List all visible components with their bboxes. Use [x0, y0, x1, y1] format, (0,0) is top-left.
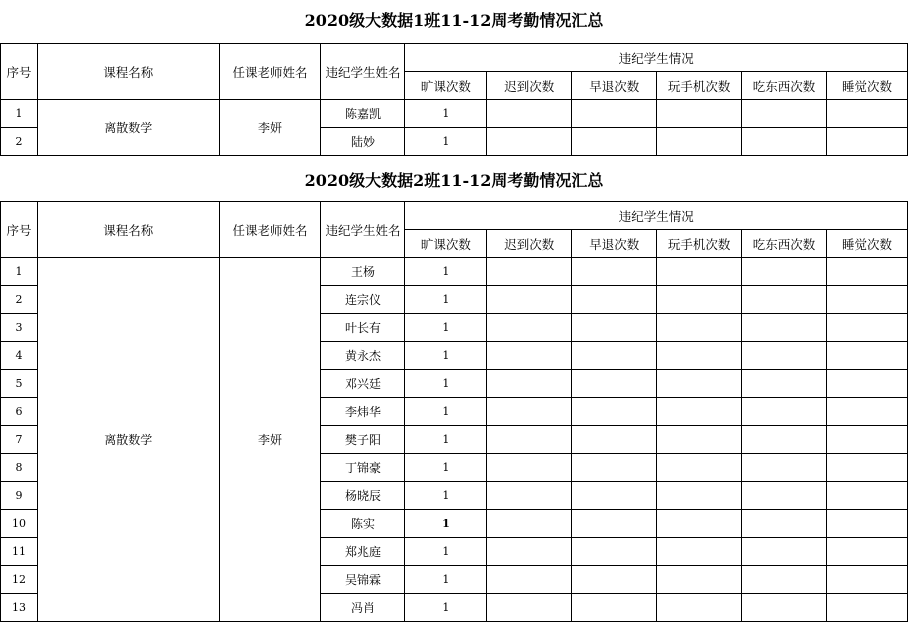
sleeping-count: [827, 510, 908, 538]
phone-count: [657, 566, 742, 594]
absent-count: 1: [405, 258, 487, 286]
phone-count: [657, 100, 742, 128]
teacher-name: 李妍: [219, 258, 321, 622]
class2-title: 2020级大数据2班11-12周考勤情况汇总: [304, 171, 604, 190]
eating-count: [742, 426, 827, 454]
late-count: [487, 566, 572, 594]
phone-count: [657, 426, 742, 454]
header-student: 违纪学生姓名: [321, 202, 405, 258]
absent-count: 1: [405, 482, 487, 510]
header-absent: 旷课次数: [405, 72, 487, 100]
header-course: 课程名称: [37, 202, 219, 258]
absent-count: 1: [405, 566, 487, 594]
eating-count: [742, 286, 827, 314]
early-leave-count: [572, 314, 657, 342]
row-seq: 10: [1, 510, 38, 538]
phone-count: [657, 594, 742, 622]
student-name: 李炜华: [321, 398, 405, 426]
early-leave-count: [572, 594, 657, 622]
absent-count: 1: [405, 510, 487, 538]
late-count: [487, 286, 572, 314]
sleeping-count: [827, 454, 908, 482]
early-leave-count: [572, 370, 657, 398]
late-count: [487, 128, 572, 156]
header-early-leave: 早退次数: [572, 230, 657, 258]
course-name: 离散数学: [37, 258, 219, 622]
student-name: 陈嘉凯: [321, 100, 405, 128]
late-count: [487, 426, 572, 454]
header-course: 课程名称: [37, 44, 219, 100]
header-seq: 序号: [1, 44, 38, 100]
sleeping-count: [827, 398, 908, 426]
eating-count: [742, 314, 827, 342]
absent-count: 1: [405, 286, 487, 314]
eating-count: [742, 128, 827, 156]
student-name: 连宗仪: [321, 286, 405, 314]
sleeping-count: [827, 482, 908, 510]
phone-count: [657, 128, 742, 156]
row-seq: 5: [1, 370, 38, 398]
student-name: 冯肖: [321, 594, 405, 622]
early-leave-count: [572, 454, 657, 482]
header-late: 迟到次数: [487, 230, 572, 258]
late-count: [487, 594, 572, 622]
student-name: 丁锦豪: [321, 454, 405, 482]
course-name: 离散数学: [37, 100, 219, 156]
row-seq: 11: [1, 538, 38, 566]
late-count: [487, 100, 572, 128]
absent-count: 1: [405, 594, 487, 622]
eating-count: [742, 398, 827, 426]
header-sleeping: 睡觉次数: [827, 72, 908, 100]
header-eating: 吃东西次数: [742, 230, 827, 258]
absent-count: 1: [405, 538, 487, 566]
early-leave-count: [572, 398, 657, 426]
early-leave-count: [572, 482, 657, 510]
row-seq: 4: [1, 342, 38, 370]
student-name: 叶长有: [321, 314, 405, 342]
row-seq: 9: [1, 482, 38, 510]
student-name: 陆妙: [321, 128, 405, 156]
sleeping-count: [827, 258, 908, 286]
late-count: [487, 258, 572, 286]
student-name: 黄永杰: [321, 342, 405, 370]
early-leave-count: [572, 258, 657, 286]
sleeping-count: [827, 342, 908, 370]
header-seq: 序号: [1, 202, 38, 258]
absent-count: 1: [405, 398, 487, 426]
header-early-leave: 早退次数: [572, 72, 657, 100]
early-leave-count: [572, 538, 657, 566]
phone-count: [657, 370, 742, 398]
student-name: 樊子阳: [321, 426, 405, 454]
row-seq: 13: [1, 594, 38, 622]
sleeping-count: [827, 128, 908, 156]
absent-count: 1: [405, 128, 487, 156]
eating-count: [742, 258, 827, 286]
student-name: 郑兆庭: [321, 538, 405, 566]
phone-count: [657, 510, 742, 538]
eating-count: [742, 370, 827, 398]
sleeping-count: [827, 370, 908, 398]
teacher-name: 李妍: [219, 100, 321, 156]
absent-count: 1: [405, 100, 487, 128]
row-seq: 7: [1, 426, 38, 454]
absent-count: 1: [405, 342, 487, 370]
eating-count: [742, 100, 827, 128]
early-leave-count: [572, 128, 657, 156]
late-count: [487, 314, 572, 342]
early-leave-count: [572, 426, 657, 454]
row-seq: 12: [1, 566, 38, 594]
phone-count: [657, 342, 742, 370]
early-leave-count: [572, 286, 657, 314]
absent-count: 1: [405, 314, 487, 342]
header-violation-group: 违纪学生情况: [405, 202, 908, 230]
header-eating: 吃东西次数: [742, 72, 827, 100]
header-absent: 旷课次数: [405, 230, 487, 258]
row-seq: 1: [1, 258, 38, 286]
phone-count: [657, 314, 742, 342]
header-teacher: 任课老师姓名: [219, 202, 321, 258]
absent-count: 1: [405, 454, 487, 482]
student-name: 杨晓辰: [321, 482, 405, 510]
student-name: 邓兴廷: [321, 370, 405, 398]
table-row: [1, 258, 908, 286]
early-leave-count: [572, 510, 657, 538]
sleeping-count: [827, 100, 908, 128]
sleeping-count: [827, 286, 908, 314]
eating-count: [742, 538, 827, 566]
late-count: [487, 454, 572, 482]
class1-title: 2020级大数据1班11-12周考勤情况汇总: [304, 11, 604, 30]
student-name: 吴锦霖: [321, 566, 405, 594]
row-seq: 2: [1, 286, 38, 314]
sleeping-count: [827, 566, 908, 594]
row-seq: 3: [1, 314, 38, 342]
sleeping-count: [827, 314, 908, 342]
header-teacher: 任课老师姓名: [219, 44, 321, 100]
late-count: [487, 482, 572, 510]
row-seq: 1: [1, 100, 38, 128]
table-row: [1, 100, 908, 128]
row-seq: 6: [1, 398, 38, 426]
absent-count: 1: [405, 370, 487, 398]
absent-count: 1: [405, 426, 487, 454]
header-late: 迟到次数: [487, 72, 572, 100]
header-phone: 玩手机次数: [657, 72, 742, 100]
late-count: [487, 342, 572, 370]
header-student: 违纪学生姓名: [321, 44, 405, 100]
phone-count: [657, 286, 742, 314]
sleeping-count: [827, 594, 908, 622]
eating-count: [742, 566, 827, 594]
phone-count: [657, 454, 742, 482]
early-leave-count: [572, 100, 657, 128]
row-seq: 8: [1, 454, 38, 482]
header-violation-group: 违纪学生情况: [405, 44, 908, 72]
phone-count: [657, 482, 742, 510]
early-leave-count: [572, 566, 657, 594]
eating-count: [742, 510, 827, 538]
late-count: [487, 370, 572, 398]
class1-attendance-table: [0, 43, 908, 156]
sleeping-count: [827, 426, 908, 454]
late-count: [487, 538, 572, 566]
late-count: [487, 510, 572, 538]
class2-attendance-table: [0, 201, 908, 622]
eating-count: [742, 342, 827, 370]
header-phone: 玩手机次数: [657, 230, 742, 258]
phone-count: [657, 258, 742, 286]
student-name: 王杨: [321, 258, 405, 286]
early-leave-count: [572, 342, 657, 370]
late-count: [487, 398, 572, 426]
eating-count: [742, 482, 827, 510]
student-name: 陈实: [321, 510, 405, 538]
row-seq: 2: [1, 128, 38, 156]
eating-count: [742, 594, 827, 622]
eating-count: [742, 454, 827, 482]
header-sleeping: 睡觉次数: [827, 230, 908, 258]
phone-count: [657, 538, 742, 566]
phone-count: [657, 398, 742, 426]
sleeping-count: [827, 538, 908, 566]
